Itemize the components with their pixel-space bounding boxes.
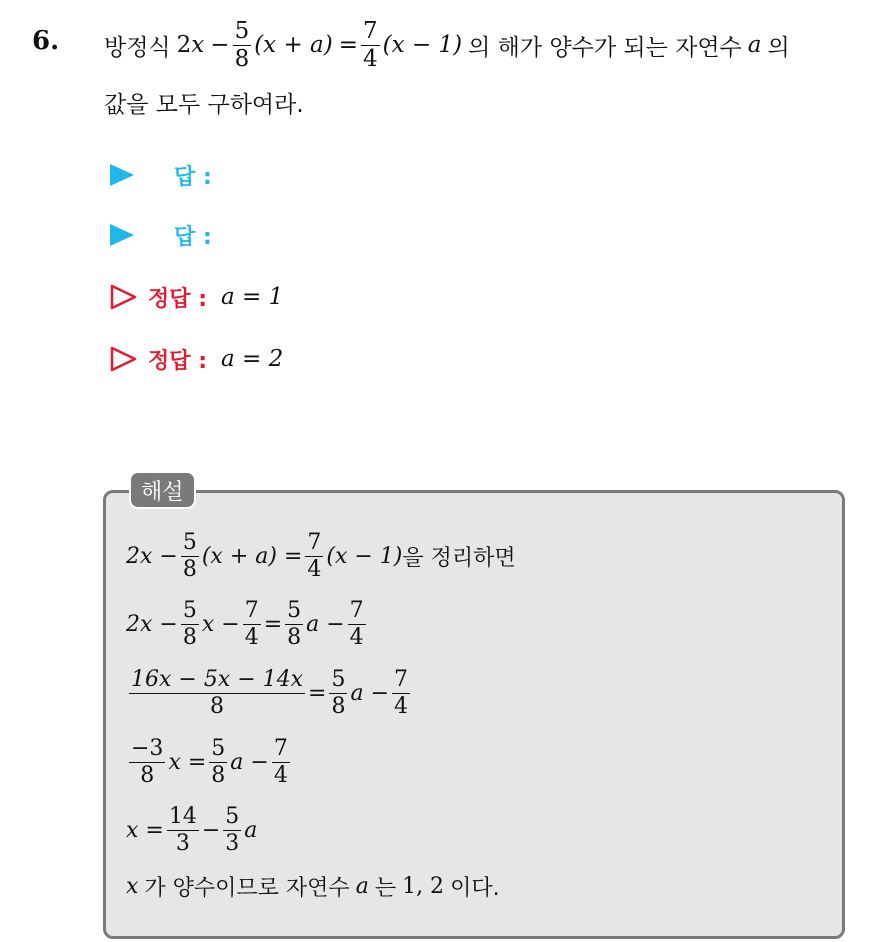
question-line-2-text: 값을 모두 구하여라.: [104, 91, 304, 118]
sol-fraction: [209, 735, 227, 788]
sol-text: a −: [350, 680, 390, 706]
sol-fraction-denominator: 4: [273, 762, 288, 788]
sol-text: a −: [230, 749, 269, 775]
sol-fraction-numerator: −3: [131, 735, 164, 761]
sol-fraction: [181, 529, 199, 582]
solution-line-2: [126, 594, 369, 654]
question-number: 6.: [32, 26, 60, 56]
sol-fraction: [129, 735, 165, 788]
sol-text: (x − 1): [326, 543, 403, 569]
answer-label: 답 :: [174, 164, 212, 190]
sol-fraction-denominator: 8: [210, 693, 225, 719]
sol-fraction-numerator: 7: [273, 735, 288, 761]
sol-fraction-numerator: 14: [168, 803, 197, 829]
sol-fraction: [348, 597, 366, 650]
eq-var-a: a: [747, 32, 762, 58]
triangle-outline-icon: [110, 346, 138, 372]
sol-fraction: [167, 803, 199, 856]
fraction-numerator: 7: [363, 17, 378, 44]
sol-fraction-denominator: 4: [244, 624, 259, 650]
sol-fraction: [392, 666, 410, 719]
sol-text: −: [201, 817, 221, 843]
solution-line-1: [126, 526, 516, 586]
answer-label: 답 :: [174, 224, 212, 250]
sol-text: x =: [126, 817, 164, 843]
play-triangle-icon: [110, 224, 134, 246]
fraction-denominator: 4: [363, 45, 378, 72]
sol-fraction: [243, 597, 261, 650]
sol-text: 2x −: [126, 611, 178, 637]
sol-values: 1, 2: [402, 873, 445, 899]
fraction-5-8: [233, 17, 252, 72]
solution-line-3: [126, 662, 413, 724]
sol-korean-text: 가 양수이므로 자연수: [144, 875, 350, 901]
sol-fraction-numerator: 5: [182, 597, 197, 623]
correct-answer-row-2: [110, 342, 283, 376]
sol-fraction-numerator: 7: [349, 597, 364, 623]
sol-text: x −: [201, 611, 240, 637]
sol-fraction: [129, 666, 305, 719]
eq-paren-2: (x − 1): [382, 32, 463, 58]
sol-fraction: [305, 529, 323, 582]
sol-fraction-numerator: 5: [211, 735, 226, 761]
sol-fraction-denominator: 8: [182, 556, 197, 582]
fraction-7-4: [361, 17, 380, 72]
sol-text: x =: [168, 749, 207, 775]
sol-fraction-numerator: 7: [244, 597, 259, 623]
sol-var-x: x: [126, 873, 139, 899]
sol-fraction: [181, 597, 199, 650]
sol-fraction-denominator: 4: [307, 556, 322, 582]
correct-answer-label: 정답 :: [148, 286, 207, 312]
question-mid-text: 의 해가 양수가 되는 자연수: [468, 34, 742, 61]
sol-fraction-numerator: 5: [225, 803, 240, 829]
question-end-text: 의: [767, 34, 790, 61]
correct-answer-value: a = 2: [221, 346, 284, 372]
sol-fraction-denominator: 4: [349, 624, 364, 650]
question-prefix: 방정식: [104, 34, 171, 61]
eq-minus: −: [210, 32, 230, 58]
answer-blank-row-2: [110, 218, 212, 252]
sol-text: 2x −: [126, 543, 178, 569]
solution-line-6: [126, 866, 500, 906]
eq-equals: =: [338, 32, 359, 58]
triangle-outline-icon: [110, 284, 138, 310]
eq-coef: 2: [176, 32, 192, 58]
answer-blank-row-1: [110, 158, 212, 192]
sol-fraction-denominator: 8: [287, 624, 302, 650]
sol-fraction-denominator: 8: [211, 762, 226, 788]
sol-text: a: [244, 817, 258, 843]
sol-fraction-denominator: 8: [331, 693, 346, 719]
sol-text: =: [263, 611, 283, 637]
sol-fraction: [223, 803, 241, 856]
sol-fraction: [285, 597, 303, 650]
play-triangle-icon: [110, 164, 134, 186]
sol-var-a: a: [355, 873, 369, 899]
solution-line-4: [126, 732, 293, 792]
sol-korean-text: 는: [374, 875, 397, 901]
question-line-2: [104, 82, 304, 122]
sol-fraction-numerator: 5: [331, 666, 346, 692]
sol-fraction: [272, 735, 290, 788]
question-line-1: [104, 16, 790, 74]
solution-tab: 해설: [129, 471, 196, 509]
eq-var-x: x: [191, 32, 205, 58]
correct-answer-row-1: [110, 280, 283, 314]
sol-fraction-denominator: 8: [182, 624, 197, 650]
sol-text: (x + a) =: [201, 543, 303, 569]
sol-text: a −: [306, 611, 345, 637]
sol-fraction-numerator: 7: [394, 666, 409, 692]
sol-korean-text: 이다.: [450, 875, 500, 901]
sol-fraction-denominator: 4: [394, 693, 409, 719]
sol-fraction: [329, 666, 347, 719]
solution-line-5: [126, 800, 257, 860]
fraction-denominator: 8: [234, 45, 250, 72]
eq-paren-1: (x + a): [254, 32, 333, 58]
sol-korean-text: 을 정리하면: [402, 545, 516, 571]
sol-fraction-numerator: 5: [182, 529, 197, 555]
sol-fraction-numerator: 16x − 5x − 14x: [131, 666, 304, 692]
sol-fraction-denominator: 8: [140, 762, 155, 788]
sol-fraction-numerator: 7: [307, 529, 322, 555]
correct-answer-value: a = 1: [221, 284, 284, 310]
correct-answer-label: 정답 :: [148, 348, 207, 374]
sol-fraction-denominator: 3: [175, 830, 190, 856]
sol-fraction-numerator: 5: [287, 597, 302, 623]
sol-fraction-denominator: 3: [225, 830, 240, 856]
sol-text: =: [308, 680, 327, 706]
fraction-numerator: 5: [234, 17, 250, 44]
